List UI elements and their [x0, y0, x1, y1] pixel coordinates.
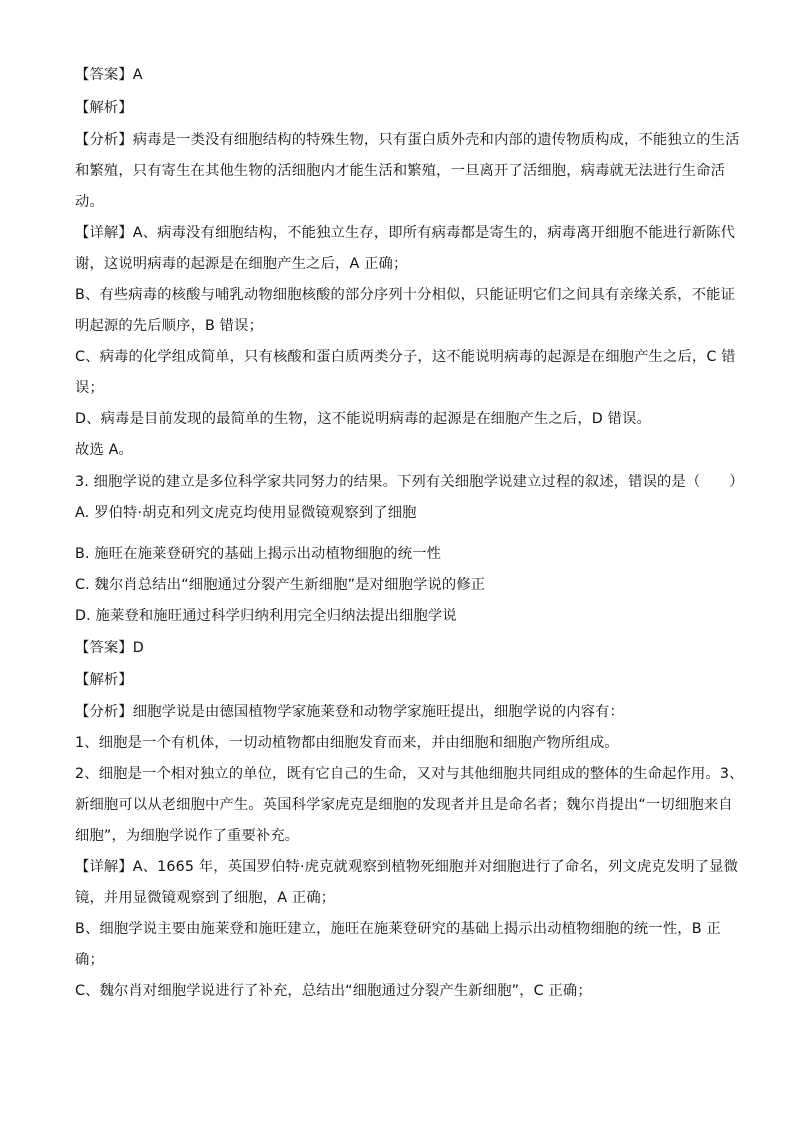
analysis-text-line: 动。: [75, 194, 104, 210]
analysis-text-line: 新细胞可以从老细胞中产生。英国科学家虎克是细胞的发现者并且是命名者；魏尔肖提出“一切细胞来自: [75, 797, 733, 813]
detail-text-line: 镜，并用显微镜观察到了细胞，A 正确；: [75, 890, 336, 906]
analysis-text-line: 细胞”，为细胞学说作了重要补充。: [75, 828, 300, 844]
detail-text-line: 【详解】A、1665 年，英国罗伯特·虎克就观察到植物死细胞并对细胞进行了命名，列文虎克发明了显微: [75, 859, 739, 875]
detail-text-line: 谢，这说明病毒的起源是在细胞产生之后，A 正确；: [75, 256, 408, 272]
answer-label-1: 【答案】A: [75, 67, 143, 83]
detail-text-line: 明起源的先后顺序，B 错误；: [75, 318, 264, 334]
answer-label-2: 【答案】D: [75, 640, 144, 656]
question-option-c: C. 魏尔肖总结出“细胞通过分裂产生新细胞”是对细胞学说的修正: [75, 577, 486, 593]
question-stem: 3. 细胞学说的建立是多位科学家共同努力的结果。下列有关细胞学说建立过程的叙述，错误的是（ ）: [75, 474, 744, 490]
detail-text-line: B、有些病毒的核酸与哺乳动物细胞核酸的部分序列十分相似，只能证明它们之间具有亲缘关系，不能证: [75, 287, 736, 303]
question-option-a: A. 罗伯特·胡克和列文虎克均使用显微镜观察到了细胞: [75, 505, 417, 521]
detail-text-line: 误；: [75, 380, 104, 396]
choice-conclusion: 故选 A。: [75, 442, 133, 458]
analysis-heading-2: 【解析】: [75, 672, 133, 688]
detail-text-line: 【详解】A、病毒没有细胞结构，不能独立生存，即所有病毒都是寄生的，病毒离开细胞不能进行新陈代: [75, 225, 736, 241]
detail-text-line: 确；: [75, 952, 104, 968]
analysis-text-line: 和繁殖，只有寄生在其他生物的活细胞内才能生活和繁殖，一旦离开了活细胞，病毒就无法进行生命活: [75, 163, 726, 179]
analysis-text-line: 【分析】病毒是一类没有细胞结构的特殊生物，只有蛋白质外壳和内部的遗传物质构成，不能独立的生活: [75, 132, 740, 148]
detail-text-line: C、病毒的化学组成简单，只有核酸和蛋白质两类分子，这不能说明病毒的起源是在细胞产生之后，C 错: [75, 349, 736, 365]
detail-text-line: B、细胞学说主要由施莱登和施旺建立，施旺在施莱登研究的基础上揭示出动植物细胞的统一性，B 正: [75, 921, 721, 937]
analysis-text-line: 1、细胞是一个有机体，一切动植物都由细胞发育而来，并由细胞和细胞产物所组成。: [75, 735, 619, 751]
analysis-text-line: 2、细胞是一个相对独立的单位，既有它自己的生命，又对与其他细胞共同组成的整体的生命起作用。3、: [75, 766, 744, 782]
detail-text-line: D、病毒是目前发现的最简单的生物，这不能说明病毒的起源是在细胞产生之后，D 错误。: [75, 411, 651, 427]
detail-text-line: C、魏尔肖对细胞学说进行了补充，总结出“细胞通过分裂产生新细胞”，C 正确；: [75, 983, 592, 999]
question-option-d: D. 施莱登和施旺通过科学归纳利用完全归纳法提出细胞学说: [75, 608, 457, 624]
question-option-b: B. 施旺在施莱登研究的基础上揭示出动植物细胞的统一性: [75, 546, 442, 562]
analysis-text-line: 【分析】细胞学说是由德国植物学家施莱登和动物学家施旺提出，细胞学说的内容有：: [75, 704, 624, 720]
analysis-heading-1: 【解析】: [75, 100, 133, 116]
